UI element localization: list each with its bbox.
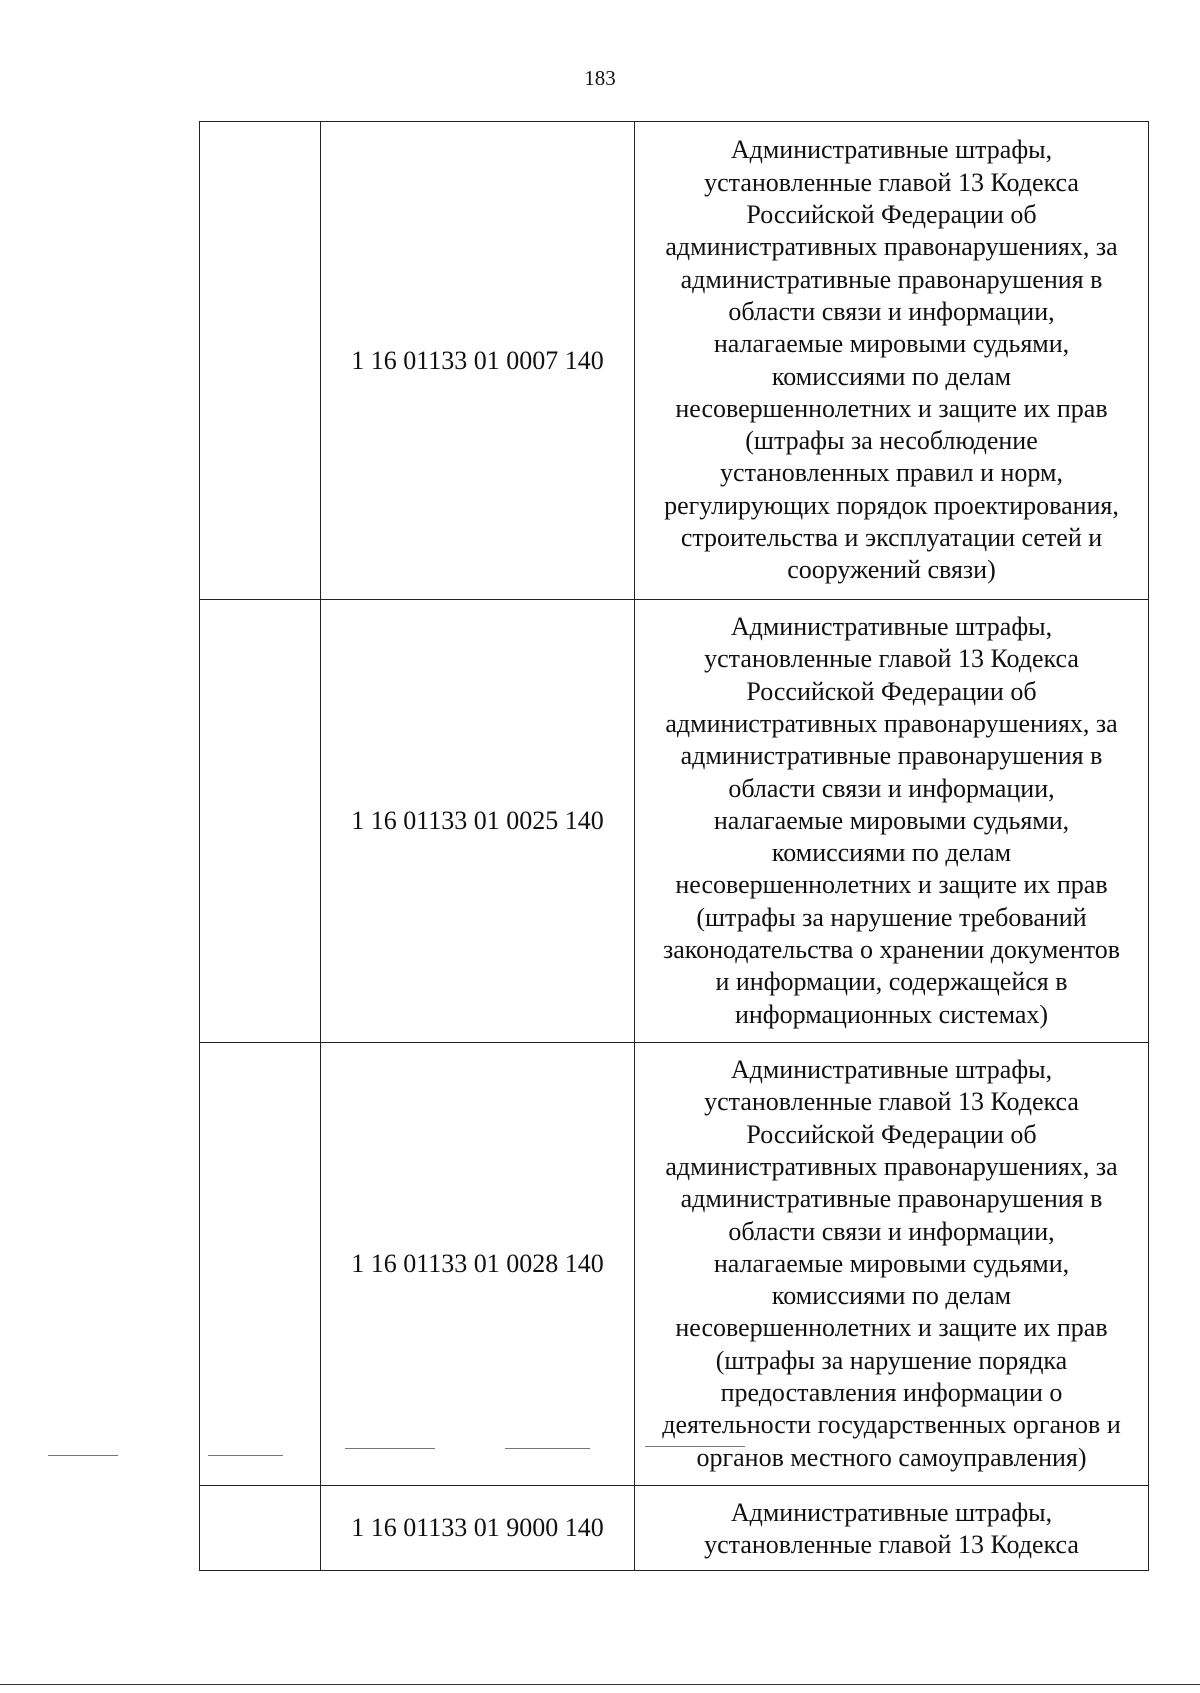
table-row [200,122,1149,600]
classification-code: 1 16 01133 01 0007 140 [321,122,635,600]
income-description: Административные штрафы, установленные главой 13 Кодекса Российской Федерации об административных правонарушениях, за административные правонарушения в области связи и информации, налагаемые мировыми судьями, комиссиями по делам несовершеннолетних и защите их прав (штрафы за нарушение требований законодательства о хранении документов и информации, содержащейся в информационных системах) [635,600,1149,1043]
income-description: Административные штрафы, установленные главой 13 Кодекса Российской Федерации об административных правонарушениях, за административные правонарушения в области связи и информации, налагаемые мировыми судьями, комиссиями по делам несовершеннолетних и защите их прав (штрафы за нарушение порядка предоставления информации о деятельности государственных органов и органов местного самоуправления) [635,1043,1149,1486]
scan-artifact-line [48,1455,118,1456]
empty-cell [200,1486,321,1571]
page-bottom-rule [0,1684,1200,1685]
scan-artifact-line [345,1448,435,1449]
classification-code: 1 16 01133 01 9000 140 [321,1486,635,1571]
income-description: Административные штрафы, установленные главой 13 Кодекса [635,1486,1149,1571]
empty-cell [200,122,321,600]
table-row [200,600,1149,1043]
classification-code: 1 16 01133 01 0025 140 [321,600,635,1043]
classification-code: 1 16 01133 01 0028 140 [321,1043,635,1486]
page-number: 183 [584,66,616,90]
table-row [200,1486,1149,1571]
scan-artifact-line [505,1448,590,1449]
table-row [200,1043,1149,1486]
empty-cell [200,1043,321,1486]
scan-artifact-line [645,1446,745,1447]
scan-artifact-line [208,1455,283,1456]
budget-classification-table [199,121,1149,1571]
empty-cell [200,600,321,1043]
income-description: Административные штрафы, установленные главой 13 Кодекса Российской Федерации об административных правонарушениях, за административные правонарушения в области связи и информации, налагаемые мировыми судьями, комиссиями по делам несовершеннолетних и защите их прав (штрафы за несоблюдение установленных правил и норм, регулирующих порядок проектирования, строительства и эксплуатации сетей и сооружений связи) [635,122,1149,600]
